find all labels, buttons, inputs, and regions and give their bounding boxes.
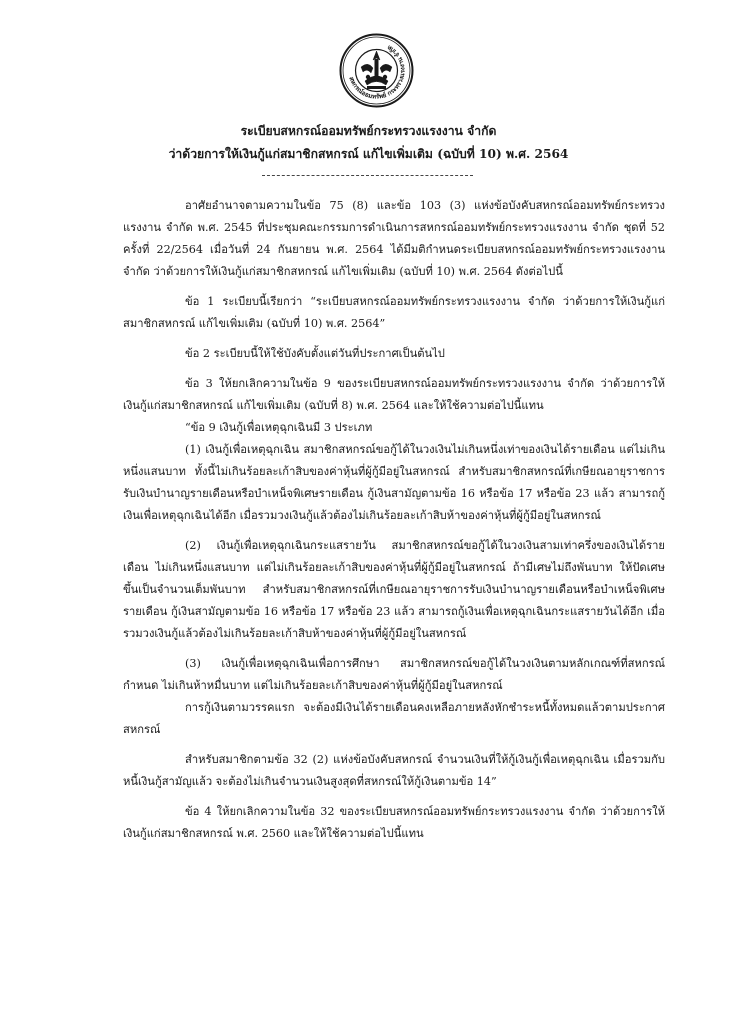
paragraph-first-clause-note: การกู้เงินตามวรรคแรก จะต้องมีเงินได้รายเดือนคงเหลือภายหลังหักชำระหนี้ทั้งหมดแล้วตามประกาศสหกรณ์: [123, 701, 665, 736]
title-divider: [262, 175, 473, 176]
paragraph-clause-9-heading: “ข้อ 9 เงินกู้เพื่อเหตุฉุกเฉินมี 3 ประเภท: [185, 421, 373, 434]
paragraph-clause-2: ข้อ 2 ระเบียบนี้ให้ใช้บังคับตั้งแต่วันที่ประกาศเป็นต้นไป: [185, 347, 445, 360]
document-title: ระเบียบสหกรณ์ออมทรัพย์กระทรวงแรงงาน จำกัด: [240, 124, 497, 138]
paragraph-preamble: อาศัยอำนาจตามความในข้อ 75 (8) และข้อ 103 (3) แห่งข้อบังคับสหกรณ์ออมทรัพย์กระทรวงแรงงาน จำกัด พ.ศ. 2545 ที่ประชุมคณะกรรมการดำเนินการสหกรณ์ออมทรัพย์กระทรวงแรงงาน จำกัด ชุดที่ 52 ครั้งที่ 22/2564 เมื่อวันที่ 24 กันยายน พ.ศ. 2564 ได้มีมติกำหนดระเบียบสหกรณ์ออมทรัพย์กระทรวงแรงงาน จำกัด ว่าด้วยการให้เงินกู้แก่สมาชิกสหกรณ์ แก้ไขเพิ่มเติม (ฉบับที่ 10) พ.ศ. 2564 ดังต่อไปนี้: [123, 199, 665, 278]
seal-graphic: [339, 33, 414, 108]
paragraph-member-note: สำหรับสมาชิกตามข้อ 32 (2) แห่งข้อบังคับสหกรณ์ จำนวนเงินที่ให้กู้เงินกู้เพื่อเหตุฉุกเฉิน เมื่อรวมกับหนี้เงินกู้สามัญแล้ว จะต้องไม่เกินจำนวนเงินสูงสุดที่สหกรณ์ให้กู้เงินตามข้อ 14”: [123, 753, 665, 788]
paragraph-item-3: (3) เงินกู้เพื่อเหตุฉุกเฉินเพื่อการศึกษา สมาชิกสหกรณ์ขอกู้ได้ในวงเงินตามหลักเกณฑ์ที่สหกรณ์กำหนด ไม่เกินห้าหมื่นบาท แต่ไม่เกินร้อยละเก้าสิบของค่าหุ้นที่ผู้กู้มีอยู่ในสหกรณ์: [123, 657, 665, 692]
document-body: [123, 195, 665, 853]
paragraph-clause-3: ข้อ 3 ให้ยกเลิกความในข้อ 9 ของระเบียบสหกรณ์ออมทรัพย์กระทรวงแรงงาน จำกัด ว่าด้วยการให้เงินกู้แก่สมาชิกสหกรณ์ แก้ไขเพิ่มเติม (ฉบับที่ 8) พ.ศ. 2564 และให้ใช้ความต่อไปนี้แทน: [123, 377, 665, 412]
paragraph-item-1: (1) เงินกู้เพื่อเหตุฉุกเฉิน สมาชิกสหกรณ์ขอกู้ได้ในวงเงินไม่เกินหนึ่งเท่าของเงินได้รายเดือน แต่ไม่เกินหนึ่งแสนบาท ทั้งนี้ไม่เกินร้อยละเก้าสิบของค่าหุ้นที่ผู้กู้มีอยู่ในสหกรณ์ สำหรับสมาชิกสหกรณ์ที่เกษียณอายุราชการรับเงินบำนาญรายเดือนหรือบำเหน็จพิเศษรายเดือน กู้เงินสามัญตามข้อ 16 หรือข้อ 17 หรือข้อ 23 แล้ว สามารถกู้เงินเพื่อเหตุฉุกเฉินได้อีก เมื่อรวมวงเงินกู้แล้วต้องไม่เกินร้อยละเก้าสิบห้าของค่าหุ้นที่ผู้กู้มีอยู่ในสหกรณ์: [123, 443, 665, 522]
paragraph-clause-4: ข้อ 4 ให้ยกเลิกความในข้อ 32 ของระเบียบสหกรณ์ออมทรัพย์กระทรวงแรงงาน จำกัด ว่าด้วยการให้เงินกู้แก่สมาชิกสหกรณ์ พ.ศ. 2560 และให้ใช้ความต่อไปนี้แทน: [123, 805, 665, 840]
seal-text: สหกรณ์ออมทรัพย์ กระทรวงแรงงาน จำกัด: [347, 43, 407, 101]
cooperative-seal-icon: [339, 33, 414, 108]
document-subtitle: ว่าด้วยการให้เงินกู้แก่สมาชิกสหกรณ์ แก้ไขเพิ่มเติม (ฉบับที่ 10) พ.ศ. 2564: [168, 147, 569, 161]
paragraph-clause-1: ข้อ 1 ระเบียบนี้เรียกว่า “ระเบียบสหกรณ์ออมทรัพย์กระทรวงแรงงาน จำกัด ว่าด้วยการให้เงินกู้แก่สมาชิกสหกรณ์ แก้ไขเพิ่มเติม (ฉบับที่ 10) พ.ศ. 2564”: [123, 295, 665, 330]
paragraph-item-2: (2) เงินกู้เพื่อเหตุฉุกเฉินกระแสรายวัน สมาชิกสหกรณ์ขอกู้ได้ในวงเงินสามเท่าครึ่งของเงินได้รายเดือน ไม่เกินหนึ่งแสนบาท แต่ไม่เกินร้อยละเก้าสิบของค่าหุ้นที่ผู้กู้มีอยู่ในสหกรณ์ ถ้ามีเศษไม่ถึงพันบาท ให้ปัดเศษขึ้นเป็นจำนวนเต็มพันบาท สำหรับสมาชิกสหกรณ์ที่เกษียณอายุราชการรับเงินบำนาญรายเดือนหรือบำเหน็จพิเศษรายเดือน กู้เงินสามัญตามข้อ 16 หรือข้อ 17 หรือข้อ 23 แล้ว สามารถกู้เงินเพื่อเหตุฉุกเฉินกระแสรายวันได้อีก เมื่อรวมวงเงินกู้แล้วต้องไม่เกินร้อยละเก้าสิบห้าของค่าหุ้นที่ผู้กู้มีอยู่ในสหกรณ์: [123, 539, 665, 640]
